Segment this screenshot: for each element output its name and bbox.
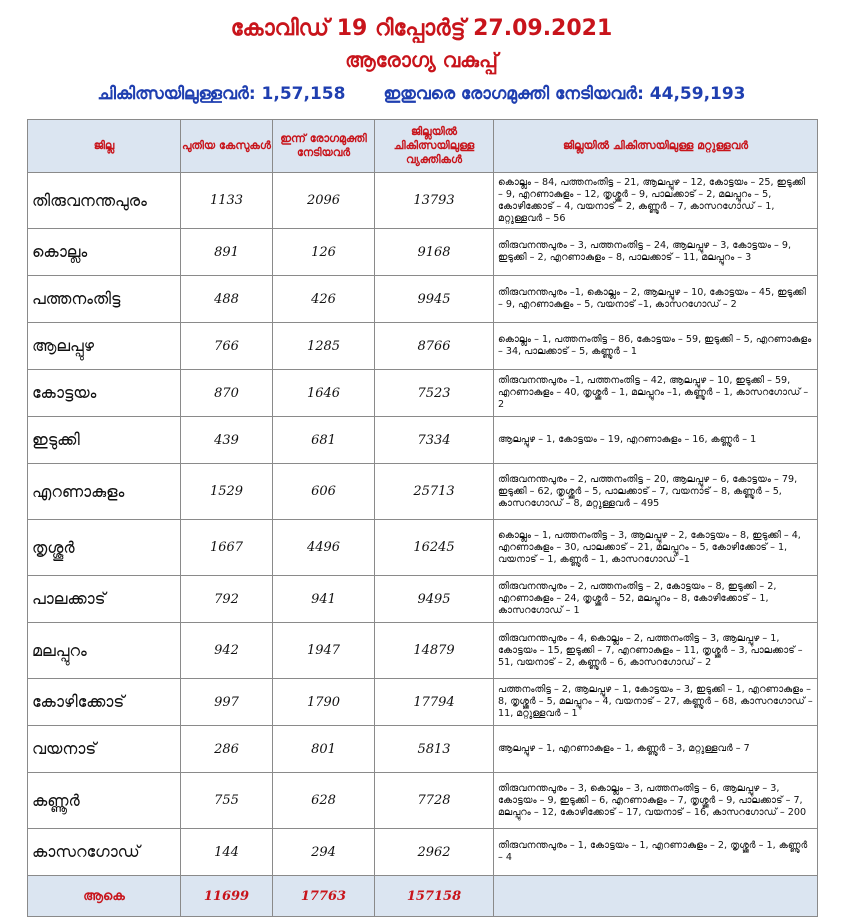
active-cell: 5813 [375, 726, 494, 773]
district-name: പത്തനംതിട്ട [28, 276, 181, 323]
recovered-cell: 2096 [273, 173, 375, 229]
column-header-district: ജില്ല [28, 120, 181, 173]
others-cell: തിരുവനന്തപുരം – 4, കൊല്ലം – 2, പത്തനംതിട്ട – 3, ആലപ്പുഴ – 1, കോട്ടയം – 15, ഇടുക്കി – 7, എറണാകുളം – 11, തൃശ്ശൂർ – 3, പാലക്കാട് – 51, വയനാട് – 2, കണ്ണൂർ – 6, കാസറഗോഡ് – 2 [494, 623, 818, 679]
recovered-cell: 1790 [273, 679, 375, 726]
new-cases-cell: 870 [181, 370, 273, 417]
new-cases-cell: 1667 [181, 520, 273, 576]
recovered-cell: 294 [273, 829, 375, 876]
new-cases-cell: 286 [181, 726, 273, 773]
new-cases-cell: 997 [181, 679, 273, 726]
active-cell: 8766 [375, 323, 494, 370]
new-cases-cell: 1133 [181, 173, 273, 229]
district-name: പാലക്കാട് [28, 576, 181, 623]
district-name: ഇടുക്കി [28, 417, 181, 464]
active-cell: 7728 [375, 773, 494, 829]
recovered-total-stat [383, 84, 745, 104]
table-header-row [28, 120, 818, 173]
recovered-total-label: ഇതുവരെ രോഗമുക്തി നേടിയവർ: [383, 84, 644, 104]
recovered-cell: 1646 [273, 370, 375, 417]
district-name: മലപ്പുറം [28, 623, 181, 679]
column-header-active: ജില്ലയിൽ ചികിത്സയിലുള്ള വ്യക്തികൾ [375, 120, 494, 173]
new-cases-cell: 755 [181, 773, 273, 829]
new-cases-cell: 144 [181, 829, 273, 876]
district-table [27, 119, 818, 917]
active-cell: 2962 [375, 829, 494, 876]
table-row [28, 229, 818, 276]
others-cell: തിരുവനന്തപുരം – 1, കോട്ടയം – 1, എറണാകുളം – 2, തൃശ്ശൂർ – 1, കണ്ണൂർ – 4 [494, 829, 818, 876]
column-header-new-cases: പുതിയ കേസുകൾ [181, 120, 273, 173]
district-name: കൊല്ലം [28, 229, 181, 276]
district-name: കോഴിക്കോട് [28, 679, 181, 726]
report-title: കോവിഡ് 19 റിപ്പോർട്ട് 27.09.2021 [230, 16, 613, 41]
active-cell: 17794 [375, 679, 494, 726]
others-cell: കൊല്ലം – 84, പത്തനംതിട്ട – 21, ആലപ്പുഴ – 12, കോട്ടയം – 25, ഇടുക്കി – 9, എറണാകുളം – 12, തൃശ്ശൂർ – 9, പാലക്കാട് – 2, മലപ്പുറം – 5, കോഴിക്കോട് – 4, വയനാട് – 2, കണ്ണൂർ – 7, കാസറഗോഡ് – 1, മറ്റുള്ളവർ – 56 [494, 173, 818, 229]
district-name: വയനാട് [28, 726, 181, 773]
under-treatment-stat [97, 84, 345, 104]
district-name: തൃശ്ശൂർ [28, 520, 181, 576]
active-cell: 9495 [375, 576, 494, 623]
total-recovered: 17763 [273, 876, 375, 917]
table-row [28, 623, 818, 679]
others-cell: പത്തനംതിട്ട – 2, ആലപ്പുഴ – 1, കോട്ടയം – 3, ഇടുക്കി – 1, എറണാകുളം – 8, തൃശ്ശൂർ – 5, മലപ്പുറം – 4, വയനാട് – 27, കണ്ണൂർ – 68, കാസറഗോഡ് – 11, മറ്റുള്ളവർ – 1 [494, 679, 818, 726]
district-name: തിരുവനന്തപുരം [28, 173, 181, 229]
district-name: എറണാകുളം [28, 464, 181, 520]
table-row [28, 520, 818, 576]
table-row [28, 276, 818, 323]
table-row [28, 829, 818, 876]
column-header-recovered: ഇന്ന് രോഗമുക്തി നേടിയവർ [273, 120, 375, 173]
recovered-cell: 801 [273, 726, 375, 773]
summary-stats [0, 84, 843, 104]
others-cell: തിരുവനന്തപുരം –1, കൊല്ലം – 2, ആലപ്പുഴ – 10, കോട്ടയം – 45, ഇടുക്കി – 9, എറണാകുളം – 5, വയനാട് –1, കാസറഗോഡ് – 2 [494, 276, 818, 323]
new-cases-cell: 891 [181, 229, 273, 276]
table-body [28, 173, 818, 876]
others-cell: തിരുവനന്തപുരം –1, പത്തനംതിട്ട – 42, ആലപ്പുഴ – 10, ഇടുക്കി – 59, എറണാകുളം – 40, തൃശ്ശൂർ – 1, മലപ്പുറം –1, കണ്ണൂർ – 1, കാസറഗോഡ് – 2 [494, 370, 818, 417]
under-treatment-value: 1,57,158 [261, 84, 346, 104]
active-cell: 9168 [375, 229, 494, 276]
active-cell: 14879 [375, 623, 494, 679]
table-row [28, 173, 818, 229]
recovered-cell: 628 [273, 773, 375, 829]
new-cases-cell: 439 [181, 417, 273, 464]
district-name: ആലപ്പുഴ [28, 323, 181, 370]
active-cell: 25713 [375, 464, 494, 520]
table-row [28, 726, 818, 773]
active-cell: 9945 [375, 276, 494, 323]
recovered-cell: 1947 [273, 623, 375, 679]
active-cell: 16245 [375, 520, 494, 576]
new-cases-cell: 766 [181, 323, 273, 370]
district-name: കാസറഗോഡ് [28, 829, 181, 876]
others-cell: തിരുവനന്തപുരം – 2, പത്തനംതിട്ട – 2, കോട്ടയം – 8, ഇടുക്കി – 2, എറണാകുളം – 24, തൃശ്ശൂർ – 52, മലപ്പുറം – 8, കോഴിക്കോട് – 1, കാസറഗോഡ് – 1 [494, 576, 818, 623]
total-active: 157158 [375, 876, 494, 917]
under-treatment-label: ചികിത്സയിലുള്ളവർ: [97, 84, 256, 104]
column-header-others: ജില്ലയിൽ ചികിത്സയിലുള്ള മറ്റുള്ളവർ [494, 120, 818, 173]
total-row [28, 876, 818, 917]
new-cases-cell: 942 [181, 623, 273, 679]
total-label: ആകെ [28, 876, 181, 917]
recovered-cell: 126 [273, 229, 375, 276]
others-cell: തിരുവനന്തപുരം – 2, പത്തനംതിട്ട – 20, ആലപ്പുഴ – 6, കോട്ടയം – 79, ഇടുക്കി – 62, തൃശ്ശൂർ – 5, പാലക്കാട് – 7, വയനാട് – 8, കണ്ണൂർ – 5, കാസറഗോഡ് – 8, മറ്റുള്ളവർ – 495 [494, 464, 818, 520]
recovered-cell: 681 [273, 417, 375, 464]
total-new-cases: 11699 [181, 876, 273, 917]
recovered-total-value: 44,59,193 [649, 84, 746, 104]
new-cases-cell: 792 [181, 576, 273, 623]
others-cell: കൊല്ലം – 1, പത്തനംതിട്ട – 86, കോട്ടയം – 59, ഇടുക്കി – 5, എറണാകുളം – 34, പാലക്കാട് – 5, കണ്ണൂർ – 1 [494, 323, 818, 370]
table-row [28, 370, 818, 417]
others-cell: തിരുവനന്തപുരം – 3, കൊല്ലം – 3, പത്തനംതിട്ട – 6, ആലപ്പുഴ – 3, കോട്ടയം – 9, ഇടുക്കി – 6, എറണാകുളം – 7, തൃശ്ശൂർ – 9, പാലക്കാട് – 7, മലപ്പുറം – 12, കോഴിക്കോട് – 17, വയനാട് – 16, കാസറഗോഡ് – 200 [494, 773, 818, 829]
department-name: ആരോഗ്യ വകുപ്പ് [345, 48, 498, 72]
others-cell: ആലപ്പുഴ – 1, എറണാകുളം – 1, കണ്ണൂർ – 3, മറ്റുള്ളവർ – 7 [494, 726, 818, 773]
table-row [28, 323, 818, 370]
table-row [28, 417, 818, 464]
recovered-cell: 606 [273, 464, 375, 520]
active-cell: 7523 [375, 370, 494, 417]
others-cell: കൊല്ലം – 1, പത്തനംതിട്ട – 3, ആലപ്പുഴ – 2, കോട്ടയം – 8, ഇടുക്കി – 4, എറണാകുളം – 30, പാലക്കാട് – 21, മലപ്പുറം – 5, കോഴിക്കോട് – 1, വയനാട് – 1, കണ്ണൂർ – 1, കാസറഗോഡ് –1 [494, 520, 818, 576]
recovered-cell: 426 [273, 276, 375, 323]
others-cell: ആലപ്പുഴ – 1, കോട്ടയം – 19, എറണാകുളം – 16, കണ്ണൂർ – 1 [494, 417, 818, 464]
others-cell: തിരുവനന്തപുരം – 3, പത്തനംതിട്ട – 24, ആലപ്പുഴ – 3, കോട്ടയം – 9, ഇടുക്കി – 2, എറണാകുളം – 8, പാലക്കാട് – 11, മലപ്പുറം – 3 [494, 229, 818, 276]
table-row [28, 464, 818, 520]
table-row [28, 576, 818, 623]
recovered-cell: 4496 [273, 520, 375, 576]
active-cell: 7334 [375, 417, 494, 464]
table-row [28, 773, 818, 829]
new-cases-cell: 1529 [181, 464, 273, 520]
table-row [28, 679, 818, 726]
district-name: കോട്ടയം [28, 370, 181, 417]
total-others-empty [494, 876, 818, 917]
district-name: കണ്ണൂർ [28, 773, 181, 829]
recovered-cell: 941 [273, 576, 375, 623]
new-cases-cell: 488 [181, 276, 273, 323]
active-cell: 13793 [375, 173, 494, 229]
recovered-cell: 1285 [273, 323, 375, 370]
